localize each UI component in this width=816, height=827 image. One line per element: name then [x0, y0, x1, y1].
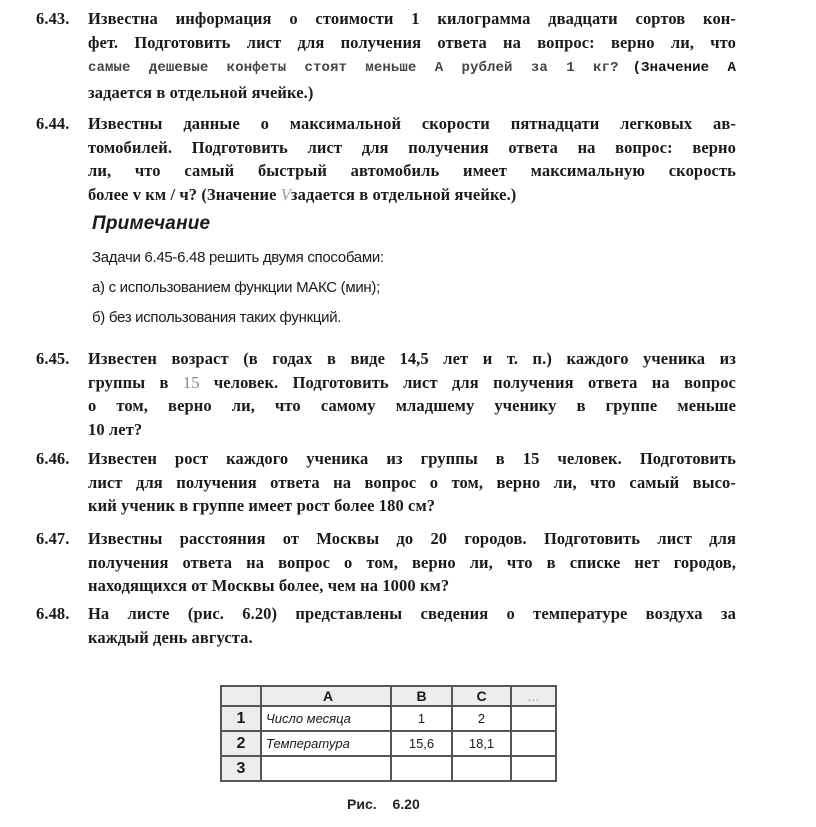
task-6-44 — [36, 112, 736, 206]
task-text-line — [88, 54, 736, 81]
task-number: 6.45. — [36, 349, 70, 368]
task-text-line: Известен возраст (в годах в виде 14,5 лет и т. п.) каждого ученика из — [88, 349, 736, 368]
cell-b1: 1 — [391, 706, 452, 731]
task-number: 6.47. — [36, 529, 70, 548]
task-text-line: фет. Подготовить лист для получения ответа на вопрос: верно ли, что — [88, 32, 736, 52]
task-6-43 — [36, 7, 736, 104]
task-text-line — [88, 183, 736, 207]
table-row — [221, 756, 556, 781]
task-text-line: кий ученик в группе имеет рост более 180 см? — [88, 496, 436, 515]
cell-d3 — [511, 756, 556, 781]
task-6-48 — [36, 602, 736, 649]
column-header-row — [221, 686, 556, 706]
task-text-line: каждый день августа. — [88, 627, 253, 647]
task-6-45 — [36, 347, 736, 441]
row-header: 3 — [221, 756, 261, 781]
task-text-line: задается в отдельной ячейке.) — [88, 82, 314, 102]
task-text-fragment: задается в отдельной ячейке.) — [290, 184, 517, 204]
column-header-a: A — [261, 686, 391, 706]
group-size: 15 — [182, 372, 200, 392]
column-header-b: B — [391, 686, 452, 706]
cell-a3 — [261, 756, 391, 781]
task-text-line: 10 лет? — [88, 419, 143, 439]
cell-a1: Число месяца — [261, 706, 391, 731]
figure-caption: Рис. 6.20 — [347, 796, 420, 812]
column-header-more: ... — [511, 686, 556, 706]
task-6-47 — [36, 527, 736, 598]
note-title: Примечание — [92, 213, 211, 234]
table-row — [221, 706, 556, 731]
row-header: 2 — [221, 731, 261, 756]
spreadsheet-figure — [220, 685, 557, 782]
task-number: 6.48. — [36, 604, 70, 623]
task-text-fragment: более v км / ч? (Значение — [88, 184, 277, 204]
task-text-line: На листе (рис. 6.20) представлены сведения о температуре воздуха за — [88, 604, 736, 623]
note-block — [92, 213, 384, 333]
task-text-line: лист для получения ответа на вопрос о том, верно ли, что самый высо- — [88, 472, 736, 492]
note-line: б) без использования таких функций. — [92, 309, 342, 326]
task-text-mono: самые дешевые конфеты стоят меньше А рублей за 1 кг? — [88, 60, 619, 76]
task-text-mono-bold: (Значение А — [632, 60, 736, 76]
task-text-line — [88, 371, 736, 395]
cell-c3 — [452, 756, 511, 781]
task-text-line: Известна информация о стоимости 1 килограмма двадцати сортов кон- — [88, 9, 736, 28]
column-header-c: C — [452, 686, 511, 706]
cell-d2 — [511, 731, 556, 756]
task-text-line: о том, верно ли, что самому младшему ученику в группе меньше — [88, 396, 736, 415]
task-text-fragment: человек. Подготовить лист для получения ответа на вопрос — [213, 372, 736, 392]
task-text-line: ли, что самый быстрый автомобиль имеет максимальную скорость — [88, 161, 736, 180]
task-text-line: получения ответа на вопрос о том, верно ли, что в списке нет городов, — [88, 552, 736, 572]
task-text-line: находящихся от Москвы более, чем на 1000 км? — [88, 576, 450, 595]
task-number: 6.43. — [36, 9, 70, 28]
table-row — [221, 731, 556, 756]
cell-c2: 18,1 — [452, 731, 511, 756]
task-text-line: томобилей. Подготовить лист для получения ответа на вопрос: верно — [88, 137, 736, 157]
row-header: 1 — [221, 706, 261, 731]
task-number: 6.46. — [36, 449, 70, 468]
corner-cell — [221, 686, 261, 706]
cell-b2: 15,6 — [391, 731, 452, 756]
task-text-line: Известен рост каждого ученика из группы в 15 человек. Подготовить — [88, 449, 736, 468]
task-text-line: Известны данные о максимальной скорости пятнадцати легковых ав- — [88, 114, 736, 133]
variable-v: V — [280, 184, 291, 204]
task-text-line: Известны расстояния от Москвы до 20 городов. Подготовить лист для — [88, 529, 736, 548]
note-line: а) с использованием функции МАКС (мин); — [92, 279, 380, 296]
cell-a2: Температура — [261, 731, 391, 756]
task-6-46 — [36, 447, 736, 518]
task-text-fragment: группы в — [88, 372, 169, 392]
cell-b3 — [391, 756, 452, 781]
note-line: Задачи 6.45-6.48 решить двумя способами: — [92, 249, 384, 266]
task-number: 6.44. — [36, 114, 70, 133]
cell-d1 — [511, 706, 556, 731]
cell-c1: 2 — [452, 706, 511, 731]
